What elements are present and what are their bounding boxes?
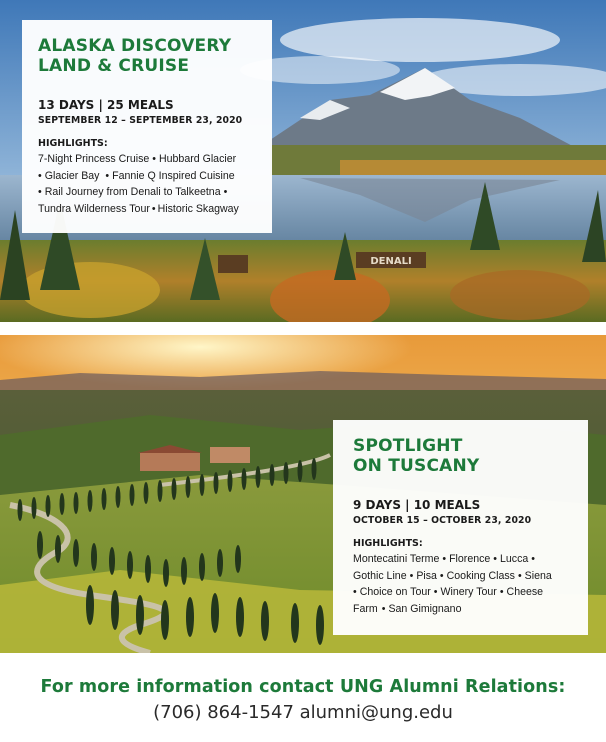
bullet-separator: • xyxy=(38,169,42,182)
bullet-separator: • xyxy=(151,202,156,215)
bullet-separator: • xyxy=(38,186,42,198)
alaska-trip-title xyxy=(38,36,258,76)
bullet-separator: • xyxy=(493,553,498,565)
highlight-item: Rail Journey from Denali to Talkeetna xyxy=(44,186,221,198)
bullet-separator: • xyxy=(409,569,414,582)
highlight-item: San Gimignano xyxy=(388,602,462,615)
bullet-separator: • xyxy=(499,586,504,598)
tuscany-trip-card xyxy=(333,420,588,635)
highlight-item: Glacier Bay xyxy=(44,169,100,182)
bullet-separator: • xyxy=(439,569,444,582)
alaska-title-line1: ALASKA DISCOVERY xyxy=(38,36,232,56)
highlight-item: Gothic Line xyxy=(353,569,407,582)
highlight-item: Choice on Tour xyxy=(359,586,431,598)
highlight-item: Montecatini Terme xyxy=(353,553,440,565)
footer-contact-line: (706) 864-1547 alumni@ung.edu xyxy=(153,702,453,723)
bullet-separator: • xyxy=(442,553,447,565)
bullet-separator: • xyxy=(353,586,357,598)
tuscany-trip-dates: OCTOBER 15 – OCTOBER 23, 2020 xyxy=(353,515,532,526)
bullet-separator: • xyxy=(531,553,536,565)
tuscany-title-line2: ON TUSCANY xyxy=(353,456,480,476)
tuscany-highlights-list xyxy=(353,551,578,617)
tuscany-trip-title xyxy=(353,436,578,476)
alaska-trip-stats: 13 DAYS | 25 MEALS xyxy=(38,98,174,112)
alaska-title-line2: LAND & CRUISE xyxy=(38,56,190,76)
alaska-highlights-list xyxy=(38,151,258,217)
bullet-separator: • xyxy=(517,569,522,582)
highlight-item: Fannie Q Inspired Cuisine xyxy=(112,169,235,182)
denali-sign-text: DENALI xyxy=(370,256,412,267)
bullet-separator: • xyxy=(152,153,156,165)
highlight-item: Florence xyxy=(449,553,491,565)
highlight-item: Tundra Wilderness Tour xyxy=(38,202,150,215)
highlight-item: Winery Tour xyxy=(440,586,497,598)
bullet-separator: • xyxy=(102,169,110,182)
highlight-item: Hubbard Glacier xyxy=(159,153,237,165)
footer-contact-block xyxy=(0,660,606,742)
highlight-item: Siena xyxy=(524,569,552,582)
highlight-item: Lucca xyxy=(500,553,529,565)
highlight-item: Historic Skagway xyxy=(157,202,239,215)
highlight-item: Pisa xyxy=(416,569,437,582)
alaska-trip-dates: SEPTEMBER 12 – SEPTEMBER 23, 2020 xyxy=(38,115,243,126)
highlight-item-cont: Farm xyxy=(353,602,378,615)
tuscany-trip-stats: 9 DAYS | 10 MEALS xyxy=(353,498,481,512)
alaska-trip-card xyxy=(22,20,272,233)
tuscany-title-line1: SPOTLIGHT xyxy=(353,436,463,456)
bullet-separator: • xyxy=(433,586,438,598)
tuscany-highlights-label: HIGHLIGHTS: xyxy=(353,538,423,549)
highlight-item: Cheese xyxy=(506,586,544,598)
bullet-separator: • xyxy=(223,186,228,198)
bullet-separator: • xyxy=(381,602,386,615)
highlight-item: 7-Night Princess Cruise xyxy=(38,153,150,165)
highlight-item: Cooking Class xyxy=(446,569,515,582)
footer-heading: For more information contact UNG Alumni Relations: xyxy=(40,677,566,697)
alaska-highlights-label: HIGHLIGHTS: xyxy=(38,138,108,149)
